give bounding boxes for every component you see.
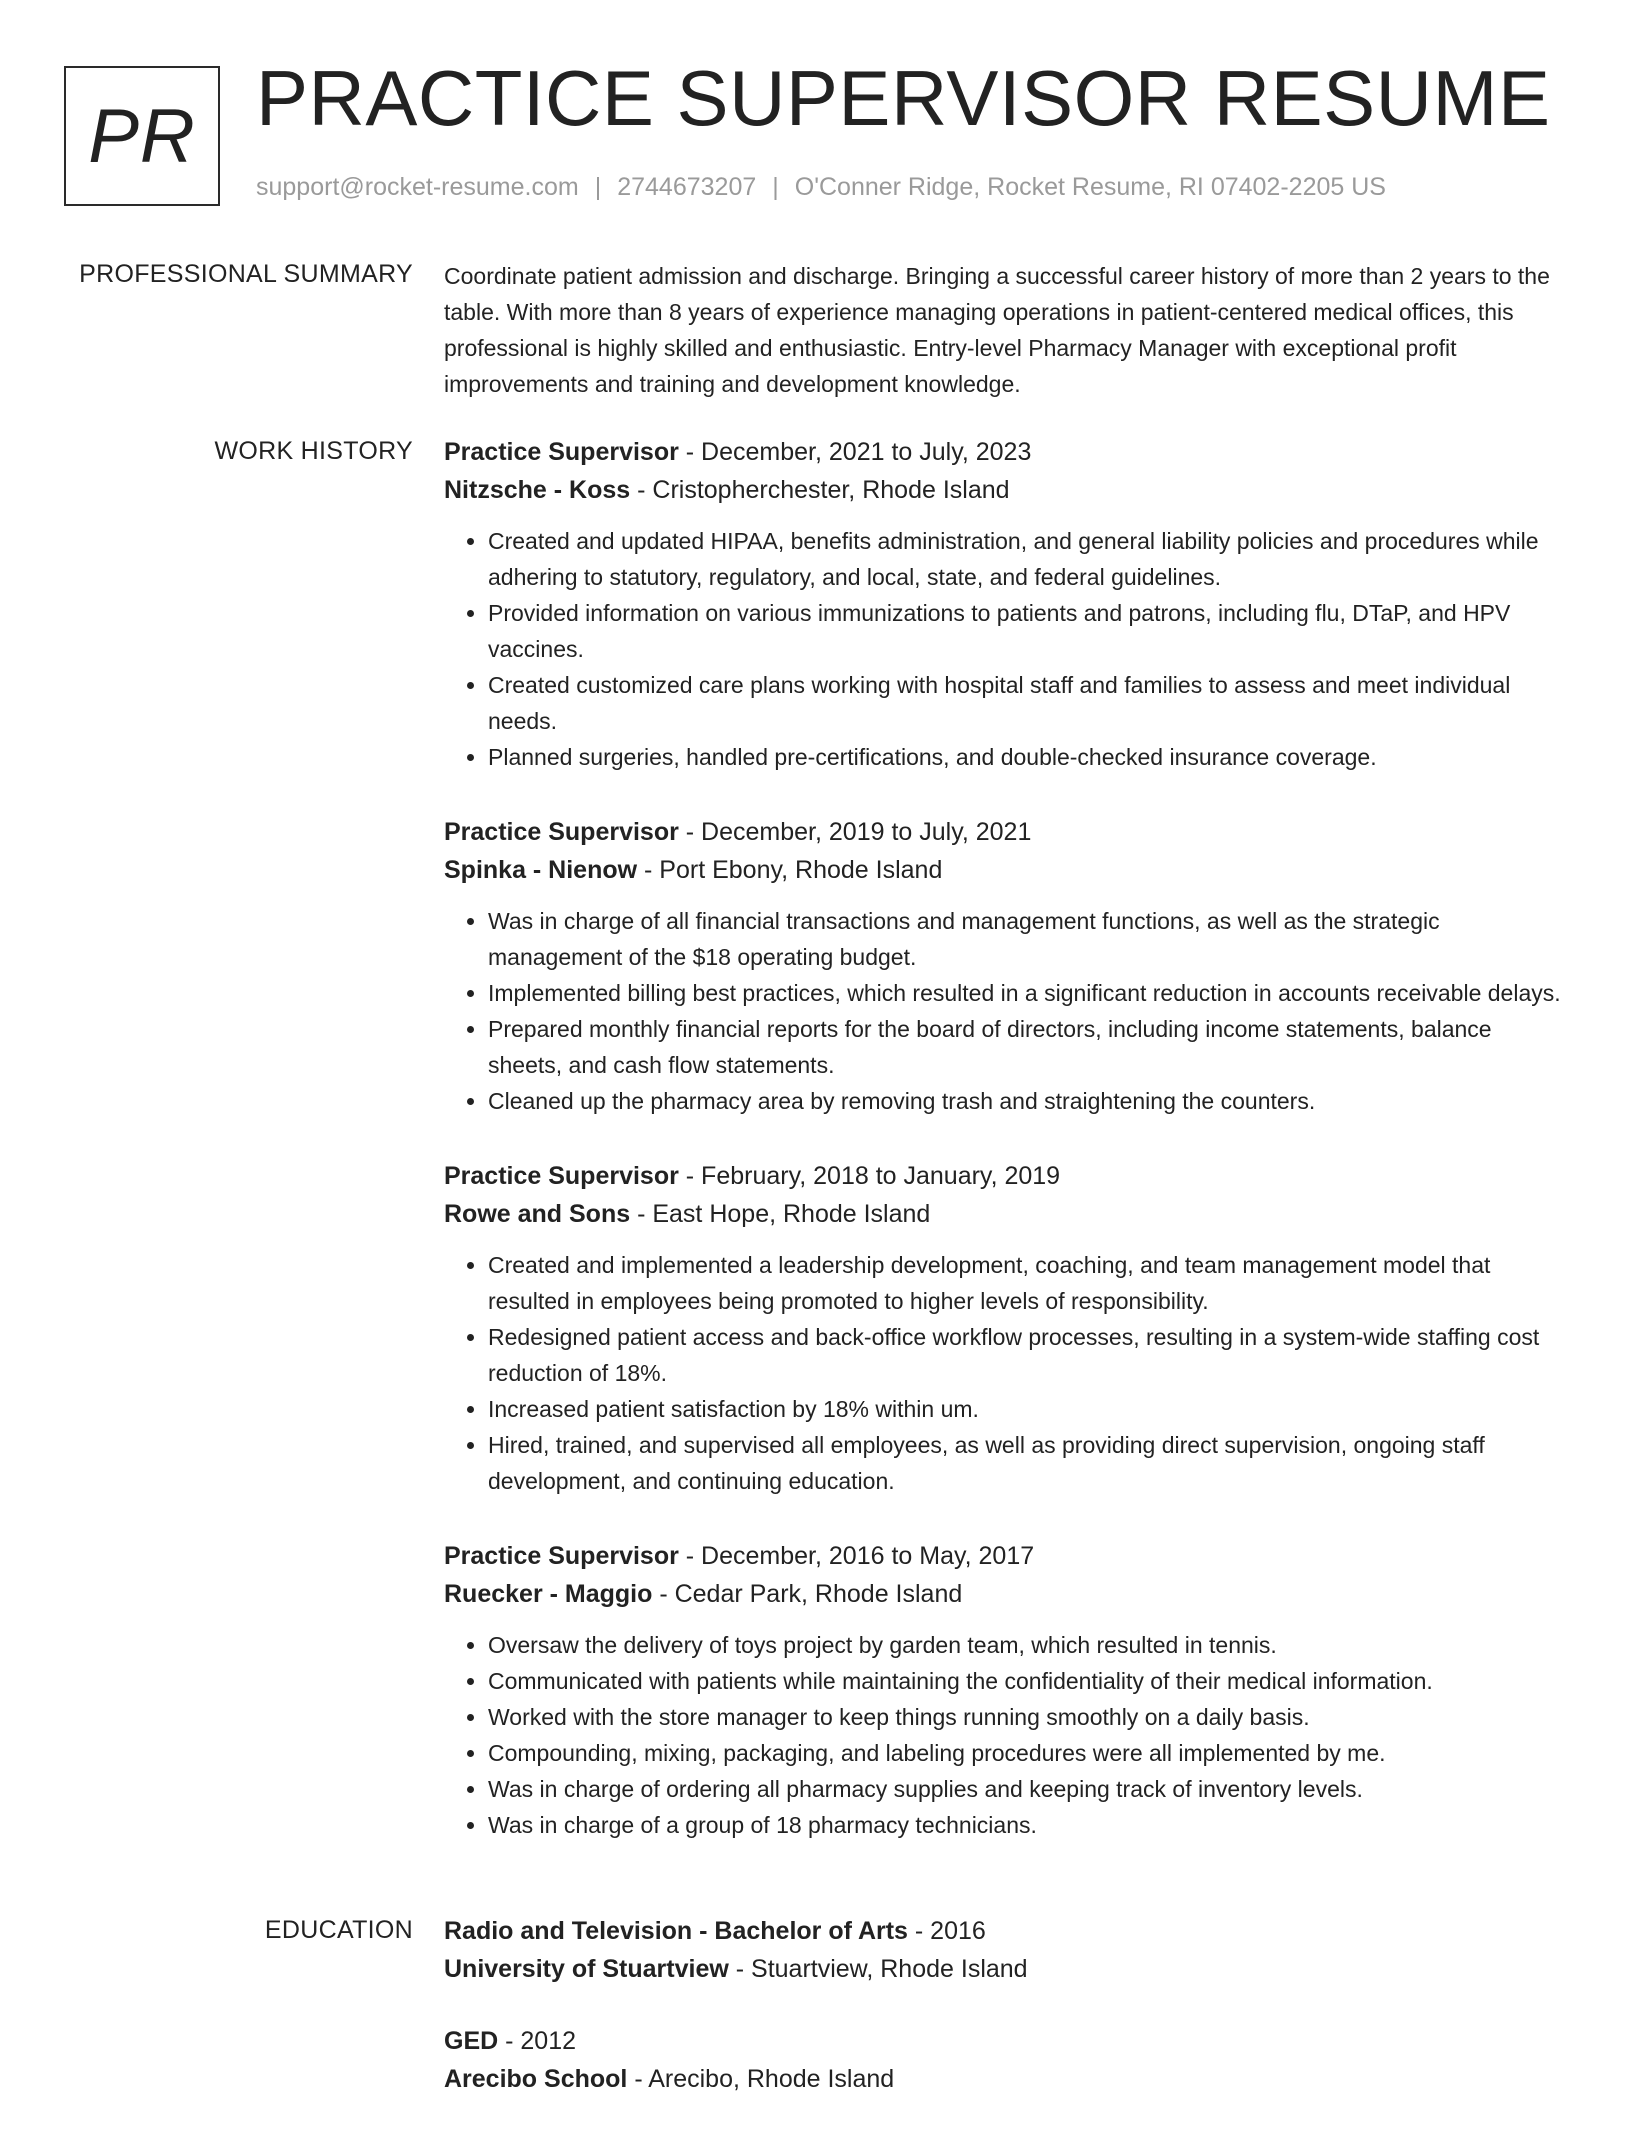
contact-separator: | bbox=[772, 173, 779, 201]
job-location: - Cristopherchester, Rhode Island bbox=[630, 476, 1010, 504]
job-entry bbox=[444, 1157, 1564, 1499]
job-company: Nitzsche - Koss bbox=[444, 476, 631, 504]
job-bullet: • Was in charge of all financial transactions and management functions, as well as the strategic management of the $18 operating budget. bbox=[488, 903, 1564, 975]
job-company: Rowe and Sons bbox=[444, 1200, 631, 1228]
education-school: University of Stuartview bbox=[444, 1955, 729, 1983]
education-list bbox=[444, 1912, 1564, 2132]
job-bullet: • Increased patient satisfaction by 18% within um. bbox=[488, 1391, 1564, 1427]
job-bullet: • Created and updated HIPAA, benefits administration, and general liability policies and procedures while adhering to statutory, regulatory, and local, state, and federal guidelines. bbox=[488, 523, 1564, 595]
job-bullets bbox=[444, 523, 1564, 775]
job-bullets bbox=[444, 1247, 1564, 1499]
job-title: Practice Supervisor bbox=[444, 818, 679, 846]
job-bullet: • Communicated with patients while maintaining the confidentiality of their medical information. bbox=[488, 1663, 1564, 1699]
job-entry bbox=[444, 813, 1564, 1119]
contact-separator: | bbox=[594, 173, 602, 201]
education-degree-line bbox=[444, 1912, 1564, 1950]
job-bullet: • Planned surgeries, handled pre-certifications, and double-checked insurance coverage. bbox=[488, 739, 1564, 775]
job-entry bbox=[444, 433, 1564, 775]
job-title: Practice Supervisor bbox=[444, 1162, 679, 1190]
job-company: Spinka - Nienow bbox=[444, 856, 638, 884]
job-title-line bbox=[444, 813, 1564, 851]
job-bullet: • Prepared monthly financial reports for the board of directors, including income statements, balance sheets, and cash flow statements. bbox=[488, 1011, 1564, 1083]
job-company-line bbox=[444, 851, 1564, 889]
job-bullet: • Hired, trained, and supervised all employees, as well as providing direct supervision, ongoing staff development, and continuing education. bbox=[488, 1427, 1564, 1499]
job-title: Practice Supervisor bbox=[444, 1542, 679, 1570]
contact-phone[interactable]: 2744673207 bbox=[617, 173, 757, 201]
job-bullet: • Oversaw the delivery of toys project by garden team, which resulted in tennis. bbox=[488, 1627, 1564, 1663]
job-entry bbox=[444, 1537, 1564, 1843]
job-bullet: • Implemented billing best practices, which resulted in a significant reduction in accounts receivable delays. bbox=[488, 975, 1564, 1011]
job-title-line bbox=[444, 1537, 1564, 1575]
contact-email[interactable]: support@rocket-resume.com bbox=[256, 173, 579, 201]
summary-text: Coordinate patient admission and discharge. Bringing a successful career history of more than 2 years to the table. With more than 8 years of experience managing operations in patient-centered medical offices, this professional is highly skilled and enthusiastic. Entry-level Pharmacy Manager with exceptional profit improvements and training and development knowledge. bbox=[444, 263, 1550, 397]
education-degree: GED bbox=[444, 2027, 499, 2055]
job-location: - Port Ebony, Rhode Island bbox=[637, 856, 943, 884]
job-bullet: • Provided information on various immunizations to patients and patrons, including flu, DTaP, and HPV vaccines. bbox=[488, 595, 1564, 667]
monogram-logo: PR bbox=[64, 66, 220, 206]
job-bullet: • Compounding, mixing, packaging, and labeling procedures were all implemented by me. bbox=[488, 1735, 1564, 1771]
education-location: - Arecibo, Rhode Island bbox=[627, 2065, 895, 2093]
job-title: Practice Supervisor bbox=[444, 438, 679, 466]
job-dates: - February, 2018 to January, 2019 bbox=[678, 1162, 1061, 1190]
job-bullet: • Redesigned patient access and back-office workflow processes, resulting in a system-wide staffing cost reduction of 18%. bbox=[488, 1319, 1564, 1391]
job-title-line bbox=[444, 433, 1564, 471]
education-entry bbox=[444, 1912, 1564, 1988]
work-history-list bbox=[444, 433, 1564, 1881]
job-company-line bbox=[444, 471, 1564, 509]
education-year: - 2012 bbox=[498, 2027, 577, 2055]
job-bullet: • Cleaned up the pharmacy area by removing trash and straightening the counters. bbox=[488, 1083, 1564, 1119]
contact-address: O'Conner Ridge, Rocket Resume, RI 07402-2205 US bbox=[794, 173, 1386, 201]
job-company: Ruecker - Maggio bbox=[444, 1580, 653, 1608]
job-dates: - December, 2021 to July, 2023 bbox=[678, 438, 1032, 466]
job-title-line bbox=[444, 1157, 1564, 1195]
job-location: - East Hope, Rhode Island bbox=[630, 1200, 931, 1228]
job-bullets bbox=[444, 903, 1564, 1119]
page-title: PRACTICE SUPERVISOR RESUME bbox=[256, 54, 1551, 142]
job-bullet: • Was in charge of ordering all pharmacy supplies and keeping track of inventory levels. bbox=[488, 1771, 1564, 1807]
job-dates: - December, 2016 to May, 2017 bbox=[678, 1542, 1035, 1570]
education-school-line bbox=[444, 2060, 1564, 2098]
job-bullet: • Worked with the store manager to keep things running smoothly on a daily basis. bbox=[488, 1699, 1564, 1735]
education-degree-line bbox=[444, 2022, 1564, 2060]
education-school-line bbox=[444, 1950, 1564, 1988]
education-year: - 2016 bbox=[907, 1917, 986, 1945]
education-location: - Stuartview, Rhode Island bbox=[728, 1955, 1028, 1983]
education-degree: Radio and Television - Bachelor of Arts bbox=[444, 1917, 908, 1945]
job-bullet: • Created customized care plans working with hospital staff and families to assess and meet individual needs. bbox=[488, 667, 1564, 739]
section-label-education: EDUCATION bbox=[264, 1916, 413, 1944]
section-label-summary: PROFESSIONAL SUMMARY bbox=[79, 260, 413, 288]
job-location: - Cedar Park, Rhode Island bbox=[652, 1580, 963, 1608]
contact-line bbox=[256, 173, 1386, 202]
job-dates: - December, 2019 to July, 2021 bbox=[678, 818, 1032, 846]
job-company-line bbox=[444, 1195, 1564, 1233]
education-school: Arecibo School bbox=[444, 2065, 628, 2093]
job-bullet: • Was in charge of a group of 18 pharmacy technicians. bbox=[488, 1807, 1564, 1843]
job-bullet: • Created and implemented a leadership development, coaching, and team management model that resulted in employees being promoted to higher levels of responsibility. bbox=[488, 1247, 1564, 1319]
section-label-work-history: WORK HISTORY bbox=[214, 437, 413, 465]
job-company-line bbox=[444, 1575, 1564, 1613]
job-bullets bbox=[444, 1627, 1564, 1843]
education-entry bbox=[444, 2022, 1564, 2098]
